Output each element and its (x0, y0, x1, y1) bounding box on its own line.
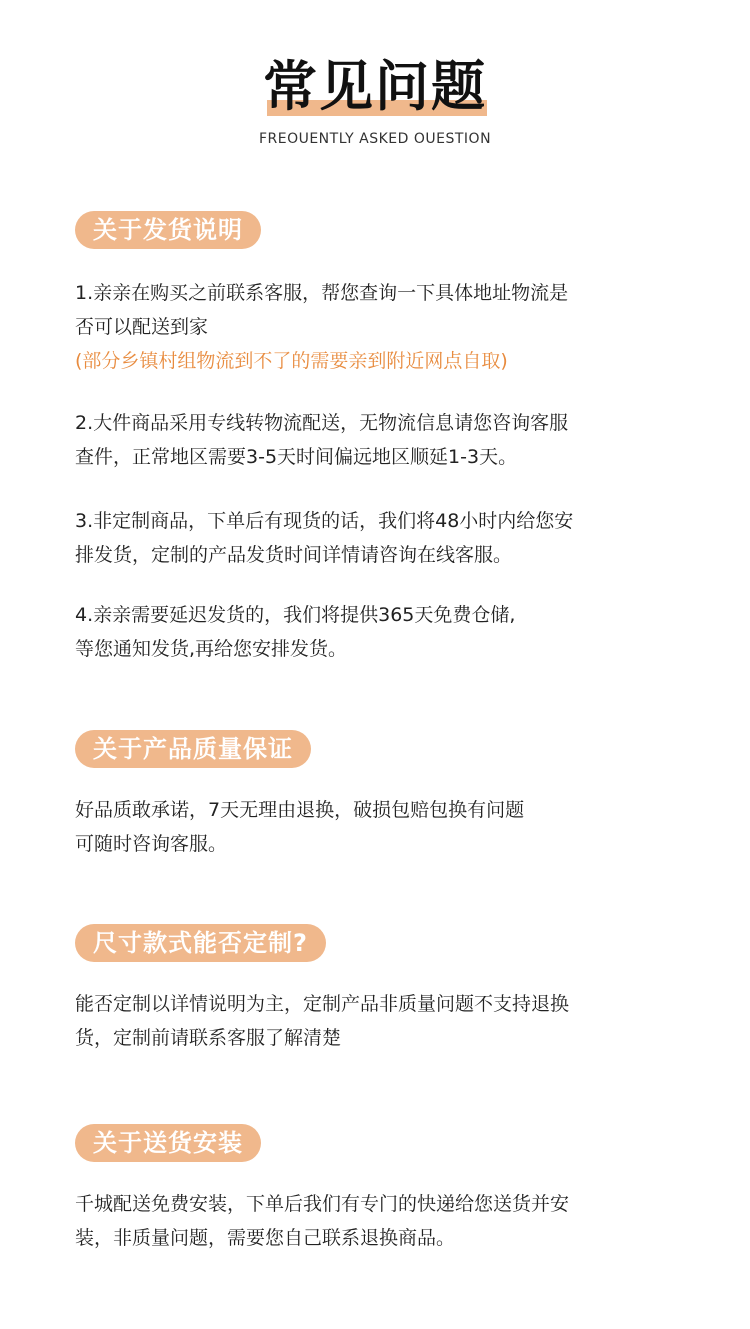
shipping-p2 (75, 406, 685, 474)
page-subtitle: FREOUENTLY ASKED OUESTION (258, 131, 492, 147)
shipping-p4-line1: 4.亲亲需要延迟发货的，我们将提供365天免费仓储, (75, 604, 516, 626)
custom-section-heading-wrap (75, 924, 685, 962)
shipping-p4-line2: 等您通知发货,再给您安排发货。 (75, 638, 348, 660)
shipping-p2-line2: 查件，正常地区需要3-5天时间偏远地区顺延1-3天。 (75, 446, 518, 468)
quality-line2: 可随时咨询客服。 (75, 833, 228, 855)
title-block (263, 52, 487, 122)
page-header (0, 52, 750, 122)
shipping-p4 (75, 598, 685, 666)
quality-section-heading-wrap (75, 730, 685, 768)
quality-section-heading: 关于产品质量保证 (75, 730, 311, 768)
shipping-section-heading-wrap (75, 211, 685, 249)
custom-line2: 货，定制前请联系客服了解清楚 (75, 1027, 342, 1049)
shipping-p1-line2: 否可以配送到家 (75, 316, 209, 338)
install-line2: 装，非质量问题，需要您自己联系退换商品。 (75, 1227, 456, 1249)
install-section-body (75, 1187, 685, 1255)
shipping-p1-note: (部分乡镇村组物流到不了的需要亲到附近网点自取) (75, 350, 508, 372)
shipping-p1-line1: 1.亲亲在购买之前联系客服，帮您查询一下具体地址物流是 (75, 282, 569, 304)
page-title: 常见问题 (263, 55, 487, 118)
shipping-p3 (75, 504, 685, 572)
custom-line1: 能否定制以详情说明为主，定制产品非质量问题不支持退换 (75, 993, 570, 1015)
custom-section-body (75, 987, 685, 1055)
shipping-p3-line2: 排发货，定制的产品发货时间详情请咨询在线客服。 (75, 544, 513, 566)
shipping-p3-line1: 3.非定制商品，下单后有现货的话，我们将48小时内给您安 (75, 510, 574, 532)
install-section-heading: 关于送货安装 (75, 1124, 261, 1162)
shipping-section-heading: 关于发货说明 (75, 211, 261, 249)
quality-line1: 好品质敢承诺，7天无理由退换，破损包赔包换有问题 (75, 799, 525, 821)
install-line1: 千城配送免费安装，下单后我们有专门的快递给您送货并安 (75, 1193, 570, 1215)
shipping-p2-line1: 2.大件商品采用专线转物流配送，无物流信息请您咨询客服 (75, 412, 569, 434)
custom-section-heading: 尺寸款式能否定制? (75, 924, 326, 962)
quality-section-body (75, 793, 685, 861)
install-section-heading-wrap (75, 1124, 685, 1162)
shipping-section-body (75, 276, 685, 378)
